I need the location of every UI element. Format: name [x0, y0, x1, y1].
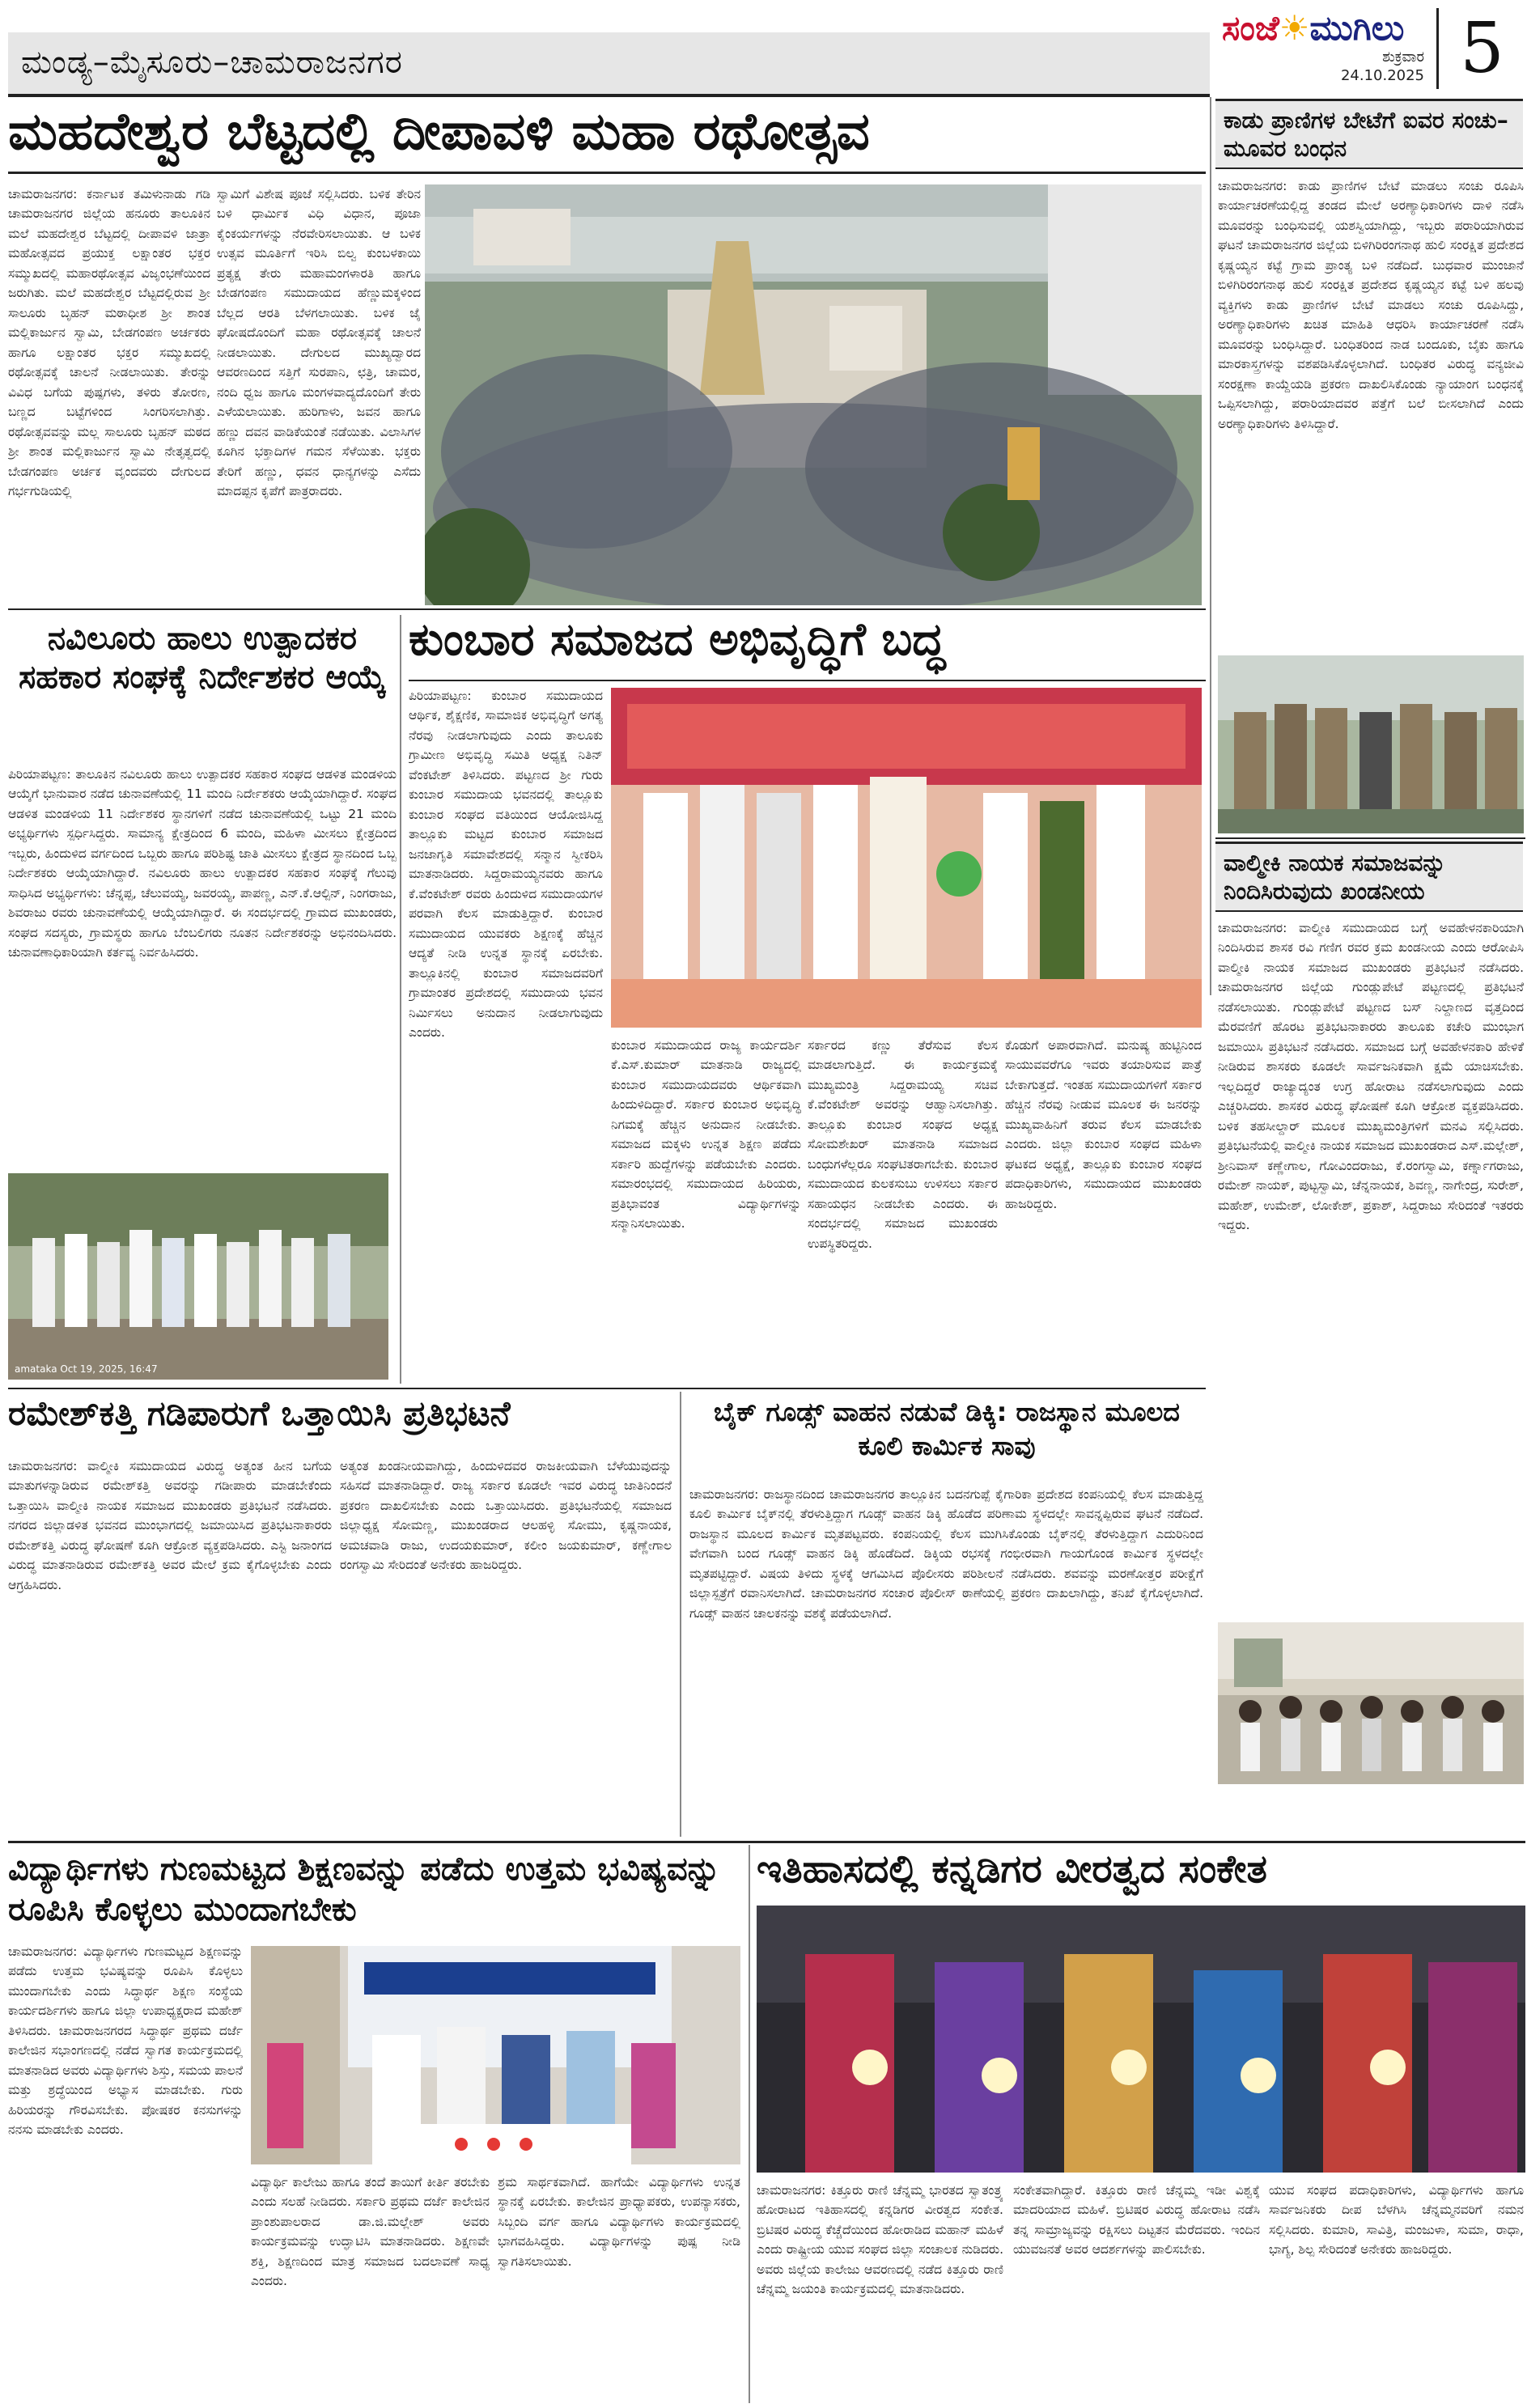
story9-column-1: ಚಾಮರಾಜನಗರ: ಕಿತ್ತೂರು ರಾಣಿ ಚೆನ್ನಮ್ಮ ಭಾರತದ ಸ್ವಾತಂತ್ರ್ಯ ಹೋರಾಟದ ಇತಿಹಾಸದಲ್ಲಿ ಕನ್ನಡಿಗರ ವೀರತ್ವದ ಸಂಕೇತ. ಬ್ರಿಟಿಷರ ವಿರುದ್ಧ ಕೆಚ್ಚೆದೆಯಿಂದ ಹೋರಾಡಿದ ಮಹಾನ್ ಮಹಿಳೆ ಎಂದು ರಾಷ್ಟ್ರೀಯ ಯುವ ಸಂಘದ ಜಿಲ್ಲಾ ಸಂಚಾಲಕ ನುಡಿದರು. ಅವರು ಜಿಲ್ಲೆಯ ಕಾಲೇಜು ಆವರಣದಲ್ಲಿ ನಡೆದ ಕಿತ್ತೂರು ರಾಣಿ ಚೆನ್ನಮ್ಮ ಜಯಂತಿ ಕಾರ್ಯಕ್ರಮದಲ್ಲಿ ಮಾತನಾಡಿದರು.: [757, 2183, 1003, 2297]
logo-right-text: ಮುಗಿಲು: [1309, 8, 1405, 48]
story7-headline: ಬೈಕ್ ಗೂಡ್ಸ್ ವಾಹನ ನಡುವೆ ಡಿಕ್ಕಿ: ರಾಜಸ್ಥಾನ ಮೂಲದ ಕೂಲಿ ಕಾರ್ಮಿಕ ಸಾವು: [714, 1397, 1180, 1461]
story8-headline: ವಿದ್ಯಾರ್ಥಿಗಳು ಗುಣಮಟ್ಟದ ಶಿಕ್ಷಣವನ್ನು ಪಡೆದು ಉತ್ತಮ ಭವಿಷ್ಯವನ್ನು ರೂಪಿಸಿ ಕೊಳ್ಳಲು ಮುಂದಾಗಬೇಕು: [8, 1851, 720, 1928]
sun-logo-icon: ☀: [1279, 8, 1310, 48]
story4-column-1: ಪಿರಿಯಾಪಟ್ಟಣ: ಕುಂಬಾರ ಸಮುದಾಯದ ಆರ್ಥಿಕ, ಶೈಕ್ಷಣಿಕ, ಸಾಮಾಜಿಕ ಅಭಿವೃದ್ಧಿಗೆ ಅಗತ್ಯ ನೆರವು ನೀಡಲಾಗುವುದು ಎಂದು ತಾಲೂಕು ಗ್ರಾಮೀಣ ಅಭಿವೃದ್ಧಿ ಸಮಿತಿ ಅಧ್ಯಕ್ಷ ನಿತಿನ್ ವೆಂಕಟೇಶ್ ತಿಳಿಸಿದರು. ಪಟ್ಟಣದ ಶ್ರೀ ಗುರು ಕುಂಬಾರ ಸಮುದಾಯ ಭವನದಲ್ಲಿ ತಾಲ್ಲೂಕು ಕುಂಬಾರ ಸಂಘದ ವತಿಯಿಂದ ಆಯೋಜಿಸಿದ್ದ ತಾಲ್ಲೂಕು ಮಟ್ಟದ ಕುಂಬಾರ ಸಮಾಜದ ಜನಜಾಗೃತಿ ಸಮಾವೇಶದಲ್ಲಿ ಸನ್ಮಾನ ಸ್ವೀಕರಿಸಿ ಮಾತನಾಡಿದರು. ಸಿದ್ದರಾಮಯ್ಯನವರು ಹಾಗೂ ಕೆ.ವೆಂಕಟೇಶ್ ರವರು ಹಿಂದುಳಿದ ಸಮುದಾಯಗಳ ಪರವಾಗಿ ಕೆಲಸ ಮಾಡುತ್ತಿದ್ದಾರೆ. ಕುಂಬಾರ ಸಮುದಾಯದ ಯುವಕರು ಶಿಕ್ಷಣಕ್ಕೆ ಹೆಚ್ಚಿನ ಆದ್ಯತೆ ನೀಡಿ ಉನ್ನತ ಸ್ಥಾನಕ್ಕೆ ಏರಬೇಕು. ತಾಲ್ಲೂಕಿನಲ್ಲಿ ಕುಂಬಾರ ಸಮಾಜದವರಿಗೆ ಗ್ರಾಮಾಂತರ ಪ್ರದೇಶದಲ್ಲಿ ಸಮುದಾಯ ಭವನ ನಿರ್ಮಿಸಲು ಅನುದಾನ ನೀಡಲಾಗುವುದು ಎಂದರು.: [409, 689, 603, 1041]
page-number: 5: [1436, 8, 1525, 89]
story2-headline-box: [1215, 99, 1523, 169]
story9-column-2: ಸಂಕೇತವಾಗಿದ್ದಾರೆ. ಕಿತ್ತೂರು ರಾಣಿ ಚೆನ್ನಮ್ಮ ಇಡೀ ವಿಶ್ವಕ್ಕೆ ಮಾದರಿಯಾದ ಮಹಿಳೆ. ಬ್ರಿಟಿಷರ ವಿರುದ್ಧ ಹೋರಾಟ ನಡೆಸಿ ತನ್ನ ಸಾಮ್ರಾಜ್ಯವನ್ನು ರಕ್ಷಿಸಲು ದಿಟ್ಟತನ ಮೆರೆದವರು. ಇಂದಿನ ಯುವಜನತೆ ಅವರ ಆದರ್ಶಗಳನ್ನು ಪಾಲಿಸಬೇಕು.: [1013, 2183, 1260, 2258]
college-welcome-event-photo: [251, 1946, 740, 2164]
issue-date: 24.10.2025: [1340, 67, 1424, 84]
story7-body: ಚಾಮರಾಜನಗರ: ರಾಜಸ್ಥಾನದಿಂದ ಚಾಮರಾಜನಗರ ತಾಲ್ಲೂಕಿನ ಬದನಗುಪ್ಪೆ ಕೈಗಾರಿಕಾ ಪ್ರದೇಶದ ಕಂಪನಿಯಲ್ಲಿ ಕೆಲಸ ಮಾಡುತ್ತಿದ್ದ ಕೂಲಿ ಕಾರ್ಮಿಕ ಬೈಕ್‌ನಲ್ಲಿ ತೆರಳುತ್ತಿದ್ದಾಗ ಗೂಡ್ಸ್ ವಾಹನ ಡಿಕ್ಕಿ ಹೊಡೆದ ಪರಿಣಾಮ ಸ್ಥಳದಲ್ಲೇ ಸಾವನ್ನಪ್ಪಿರುವ ಘಟನೆ ನಡೆದಿದೆ. ರಾಜಸ್ಥಾನ ಮೂಲದ ಕಾರ್ಮಿಕ ಮೃತಪಟ್ಟವರು. ಕಂಪನಿಯಲ್ಲಿ ಕೆಲಸ ಮುಗಿಸಿಕೊಂಡು ಬೈಕ್‌ನಲ್ಲಿ ತೆರಳುತ್ತಿದ್ದಾಗ ಎದುರಿನಿಂದ ವೇಗವಾಗಿ ಬಂದ ಗೂಡ್ಸ್ ವಾಹನ ಡಿಕ್ಕಿ ಹೊಡೆದಿದೆ. ಡಿಕ್ಕಿಯ ರಭಸಕ್ಕೆ ಗಂಭೀರವಾಗಿ ಗಾಯಗೊಂಡ ಕಾರ್ಮಿಕ ಸ್ಥಳದಲ್ಲೇ ಮೃತಪಟ್ಟಿದ್ದಾರೆ. ವಿಷಯ ತಿಳಿದು ಸ್ಥಳಕ್ಕೆ ಆಗಮಿಸಿದ ಪೊಲೀಸರು ಪರಿಶೀಲನೆ ನಡೆಸಿದರು. ಶವವನ್ನು ಮರಣೋತ್ತರ ಪರೀಕ್ಷೆಗೆ ಜಿಲ್ಲಾಸ್ಪತ್ರೆಗೆ ರವಾನಿಸಲಾಗಿದೆ. ಚಾಮರಾಜನಗರ ಸಂಚಾರ ಪೊಲೀಸ್ ಠಾಣೆಯಲ್ಲಿ ಪ್ರಕರಣ ದಾಖಲಾಗಿದ್ದು, ತನಿಖೆ ಕೈಗೊಳ್ಳಲಾಗಿದೆ. ಗೂಡ್ಸ್ ವಾಹನ ಚಾಲಕನನ್ನು ವಶಕ್ಕೆ ಪಡೆಯಲಾಗಿದೆ.: [689, 1487, 1203, 1621]
temple-chariot-festival-photo: [425, 184, 1202, 605]
masthead: [1222, 8, 1424, 89]
milk-society-directors-group-photo: [8, 1173, 388, 1380]
story9-headline: ಇತಿಹಾಸದಲ್ಲಿ ಕನ್ನಡಿಗರ ವೀರತ್ವದ ಸಂಕೇತ: [757, 1846, 1267, 1892]
story1-column-2: ಸ್ವಾಮಿಗೆ ವಿಶೇಷ ಪೂಜೆ ಸಲ್ಲಿಸಿದರು. ಬಳಿಕ ತೇರಿನ ಬಳಿ ಧಾರ್ಮಿಕ ವಿಧಿ ವಿಧಾನ, ಪೂಜಾ ಕೈಂಕರ್ಯಗಳನ್ನು ನೆರವೇರಿಸಲಾಯಿತು. ಆ ಬಳಿಕ ಉತ್ಸವ ಮೂರ್ತಿಗೆ ಇರಿಸಿ ಬಿಲ್ವ ಕುಂಬಳಕಾಯಿ ಪ್ರತ್ಯಕ್ಷ ತೇರು ಮಹಾಮಂಗಳಾರತಿ ಹಾಗೂ ಬೇಡಗಂಪಣ ಸಮುದಾಯದ ಹೆಣ್ಣುಮಕ್ಕಳಿಂದ ಬೆಲ್ಲದ ಆರತಿ ಬೆಳಗಲಾಯಿತು. ಬಳಿಕ ಜೈ ಘೋಷದೊಂದಿಗೆ ಮಹಾ ರಥೋತ್ಸವಕ್ಕೆ ಚಾಲನೆ ನೀಡಲಾಯಿತು. ದೇಗುಲದ ಮುಖ್ಯದ್ವಾರದ ಆವರಣದಿಂದ ಸತ್ತಿಗೆ ಸುರಪಾನಿ, ಛತ್ರಿ, ಚಾಮರ, ನಂದಿ ಧ್ವಜ ಹಾಗೂ ಮಂಗಳವಾದ್ಯದೊಂದಿಗೆ ತೇರು ಎಳೆಯಲಾಯಿತು. ಹುರಿಗಾಳು, ಜವನ ಹಾಗೂ ಹಣ್ಣು ದವನ ವಾಡಿಕೆಯಂತೆ ನಡೆಯಿತು. ವಿಲಾಸಿಗಳ ಕೂಗಿನ ಭಕ್ತಾದಿಗಳ ಗಮನ ಸೆಳೆಯಿತು. ಭಕ್ತರು ತೇರಿಗೆ ಹಣ್ಣು, ಧವನ ಧಾನ್ಯಗಳನ್ನು ಎಸೆದು ಮಾದಪ್ಪನ ಕೃಪೆಗೆ ಪಾತ್ರರಾದರು.: [217, 187, 421, 499]
story6-headline: ರಮೇಶ್‌ಕತ್ತಿ ಗಡಿಪಾರುಗೆ ಒತ್ತಾಯಿಸಿ ಪ್ರತಿಭಟನೆ: [8, 1393, 511, 1433]
protest-gathering-photo: [1218, 1622, 1524, 1784]
story8-column-3: ಶ್ರಮ ಸಾರ್ಥಕವಾಗಿದೆ. ಹಾಗೆಯೇ ವಿದ್ಯಾರ್ಥಿಗಳು ಉನ್ನತ ಸ್ಥಾನಕ್ಕೆ ಏರಬೇಕು. ಕಾಲೇಜಿನ ಪ್ರಾಧ್ಯಾಪಕರು, ಉಪನ್ಯಾಸಕರು, ಸಿಬ್ಬಂದಿ ವರ್ಗ ಹಾಗೂ ವಿದ್ಯಾರ್ಥಿಗಳು ಕಾರ್ಯಕ್ರಮದಲ್ಲಿ ಭಾಗವಹಿಸಿದ್ದರು. ವಿದ್ಯಾರ್ಥಿಗಳನ್ನು ಪುಷ್ಪ ನೀಡಿ ಸ್ವಾಗತಿಸಲಾಯಿತು.: [498, 2175, 740, 2269]
story4-headline: ಕುಂಬಾರ ಸಮಾಜದ ಅಭಿವೃದ್ಧಿಗೆ ಬದ್ಧ: [409, 613, 946, 666]
story5-body: ಚಾಮರಾಜನಗರ: ವಾಲ್ಮೀಕಿ ಸಮುದಾಯದ ಬಗ್ಗೆ ಅವಹೇಳನಕಾರಿಯಾಗಿ ನಿಂದಿಸಿರುವ ಶಾಸಕ ರವಿ ಗಣಿಗ ರವರ ಕ್ರಮ ಖಂಡನೀಯ ಎಂದು ಆರೋಪಿಸಿ ವಾಲ್ಮೀಕಿ ನಾಯಕ ಸಮಾಜದ ಮುಖಂಡರು ಪ್ರತಿಭಟನೆ ನಡೆಸಿದರು. ಚಾಮರಾಜನಗರ ಜಿಲ್ಲೆಯ ಗುಂಡ್ಲುಪೇಟೆ ಪಟ್ಟಣದಲ್ಲಿ ಪ್ರತಿಭಟನೆ ನಡೆಸಲಾಯಿತು. ಗುಂಡ್ಲುಪೇಟೆ ಪಟ್ಟಣದ ಬಸ್ ನಿಲ್ದಾಣದ ವೃತ್ತದಿಂದ ಮೆರವಣಿಗೆ ಹೊರಟ ಪ್ರತಿಭಟನಾಕಾರರು ತಾಲೂಕು ಕಚೇರಿ ಮುಂಭಾಗ ಜಮಾಯಿಸಿ ಪ್ರತಿಭಟನೆ ನಡೆಸಿದರು. ಸಮಾಜದ ಬಗ್ಗೆ ಅವಹೇಳನಕಾರಿ ಹೇಳಿಕೆ ನೀಡಿರುವ ಶಾಸಕರು ಕೂಡಲೇ ಸಾರ್ವಜನಿಕವಾಗಿ ಕ್ಷಮೆ ಯಾಚಿಸಬೇಕು. ಇಲ್ಲದಿದ್ದರೆ ರಾಜ್ಯಾದ್ಯಂತ ಉಗ್ರ ಹೋರಾಟ ನಡೆಸಲಾಗುವುದು ಎಂದು ಎಚ್ಚರಿಸಿದರು. ಶಾಸಕರ ವಿರುದ್ಧ ಘೋಷಣೆ ಕೂಗಿ ಆಕ್ರೋಶ ವ್ಯಕ್ತಪಡಿಸಿದರು. ಬಳಿಕ ತಹಸೀಲ್ದಾರ್ ಮೂಲಕ ಮುಖ್ಯಮಂತ್ರಿಗಳಿಗೆ ಮನವಿ ಸಲ್ಲಿಸಿದರು. ಪ್ರತಿಭಟನೆಯಲ್ಲಿ ವಾಲ್ಮೀಕಿ ನಾಯಕ ಸಮಾಜದ ಮುಖಂಡರಾದ ಎಸ್.ಮಲ್ಲೇಶ್, ಶ್ರೀನಿವಾಸ್ ಕಣ್ಣೇಗಾಲ, ಗೋವಿಂದರಾಜು, ಕೆ.ರಂಗಸ್ವಾಮಿ, ಕರ್ಣ್ನಾಗರಾಜು, ರಮೇಶ್ ನಾಯಕ್, ಪುಟ್ಟಸ್ವಾಮಿ, ಚೆನ್ನನಾಯಕ, ಶಿವಣ್ಣ, ನಾಗೇಂದ್ರ, ಸುರೇಶ್, ಮಹೇಶ್, ಉಮೇಶ್, ಲೋಕೇಶ್, ಪ್ರಕಾಶ್, ಸಿದ್ದರಾಜು ಸೇರಿದಂತೆ ಇತರರು ಇದ್ದರು.: [1218, 921, 1524, 1233]
section-strip: [8, 32, 1210, 97]
story2-headline: ಕಾಡು ಪ್ರಾಣಿಗಳ ಬೇಟೆಗೆ ಐವರ ಸಂಚು–ಮೂವರ ಬಂಧನ: [1224, 107, 1508, 162]
story2-body: ಚಾಮರಾಜನಗರ: ಕಾಡು ಪ್ರಾಣಿಗಳ ಬೇಟೆ ಮಾಡಲು ಸಂಚು ರೂಪಿಸಿ ಕಾರ್ಯಾಚರಣೆಯಲ್ಲಿದ್ದ ತಂಡದ ಮೇಲೆ ಅರಣ್ಯಾಧಿಕಾರಿಗಳು ದಾಳಿ ನಡೆಸಿ ಮೂವರನ್ನು ಬಂಧಿಸುವಲ್ಲಿ ಯಶಸ್ವಿಯಾಗಿದ್ದು, ಇಬ್ಬರು ಪರಾರಿಯಾಗಿರುವ ಘಟನೆ ಚಾಮರಾಜನಗರ ಜಿಲ್ಲೆಯ ಬಿಳಿಗಿರಿರಂಗನಾಥ ಹುಲಿ ಸಂರಕ್ಷಿತ ಪ್ರದೇಶದ ಕೃಷ್ಣಯ್ಯನ ಕಟ್ಟೆ ಗ್ರಾಮ ಪ್ರಾಂತ್ಯ ಬಳಿ ನಡೆದಿದೆ. ಬುಧವಾರ ಮುಂಜಾನೆ ಬಿಳಿಗಿರಿರಂಗನಾಥ ಹುಲಿ ಸಂರಕ್ಷಿತ ಪ್ರದೇಶದ ಕೃಷ್ಣಯ್ಯನ ಕಟ್ಟೆ ಬಳಿ ಹಲವು ವ್ಯಕ್ತಿಗಳು ಕಾಡು ಪ್ರಾಣಿಗಳ ಬೇಟೆ ಮಾಡಲು ಸಂಚು ರೂಪಿಸಿದ್ದು, ಅರಣ್ಯಾಧಿಕಾರಿಗಳು ಖಚಿತ ಮಾಹಿತಿ ಆಧರಿಸಿ ಕಾರ್ಯಾಚರಣೆ ನಡೆಸಿ ಮೂವರನ್ನು ಬಂಧಿಸಿದ್ದಾರೆ. ಬಂಧಿತರಿಂದ ನಾಡ ಬಂದೂಕು, ಬೈಕು ಹಾಗೂ ಮಾರಕಾಸ್ತ್ರಗಳನ್ನು ವಶಪಡಿಸಿಕೊಳ್ಳಲಾಗಿದೆ. ಬಂಧಿತರ ವಿರುದ್ಧ ವನ್ಯಜೀವಿ ಸಂರಕ್ಷಣಾ ಕಾಯ್ದೆಯಡಿ ಪ್ರಕರಣ ದಾಖಲಿಸಿಕೊಂಡು ನ್ಯಾಯಾಂಗ ಬಂಧನಕ್ಕೆ ಒಪ್ಪಿಸಲಾಗಿದ್ದು, ಪರಾರಿಯಾದವರ ಪತ್ತೆಗೆ ಬಲೆ ಬೀಸಲಾಗಿದೆ ಎಂದು ಅರಣ್ಯಾಧಿಕಾರಿಗಳು ತಿಳಿಸಿದ್ದಾರೆ.: [1218, 179, 1524, 431]
story8-column-2: ವಿದ್ಯಾರ್ಥಿ ಕಾಲೇಜು ಹಾಗೂ ತಂದೆ ತಾಯಿಗೆ ಕೀರ್ತಿ ತರಬೇಕು ಎಂದು ಸಲಹೆ ನೀಡಿದರು. ಸರ್ಕಾರಿ ಪ್ರಥಮ ದರ್ಜೆ ಕಾಲೇಜಿನ ಪ್ರಾಂಶುಪಾಲರಾದ ಡಾ.ಜಿ.ಮಲ್ಲೇಶ್ ಅವರು ಕಾರ್ಯಕ್ರಮವನ್ನು ಉದ್ಘಾಟಿಸಿ ಮಾತನಾಡಿದರು. ಶಿಕ್ಷಣವೇ ಶಕ್ತಿ, ಶಿಕ್ಷಣದಿಂದ ಮಾತ್ರ ಸಮಾಜದ ಬದಲಾವಣೆ ಸಾಧ್ಯ ಎಂದರು.: [251, 2175, 490, 2289]
story4-column-4: ಕೊಡುಗೆ ಅಪಾರವಾಗಿದೆ. ಮನುಷ್ಯ ಹುಟ್ಟಿನಿಂದ ಸಾಯುವವರೆಗೂ ಇವರು ತಯಾರಿಸುವ ಪಾತ್ರೆ ಬೇಕಾಗುತ್ತದೆ. ಇಂತಹ ಸಮುದಾಯಗಳಿಗೆ ಸರ್ಕಾರ ಹೆಚ್ಚಿನ ನೆರವು ನೀಡುವ ಮೂಲಕ ಈ ಜನರನ್ನು ಮುಖ್ಯವಾಹಿನಿಗೆ ತರುವ ಕೆಲಸ ಮಾಡಬೇಕು ಎಂದರು. ಜಿಲ್ಲಾ ಕುಂಬಾರ ಸಂಘದ ಮಹಿಳಾ ಘಟಕದ ಅಧ್ಯಕ್ಷೆ, ತಾಲ್ಲೂಕು ಕುಂಬಾರ ಸಂಘದ ಪದಾಧಿಕಾರಿಗಳು, ಸಮುದಾಯದ ಮುಖಂಡರು ಹಾಜರಿದ್ದರು.: [1005, 1038, 1202, 1211]
logo-left-text: ಸಂಜೆ: [1222, 8, 1279, 48]
story3-body: ಪಿರಿಯಾಪಟ್ಟಣ: ತಾಲೂಕಿನ ನವಿಲೂರು ಹಾಲು ಉತ್ಪಾದಕರ ಸಹಕಾರ ಸಂಘದ ಆಡಳಿತ ಮಂಡಳಿಯ ಆಯ್ಕೆಗೆ ಭಾನುವಾರ ನಡೆದ ಚುನಾವಣೆಯಲ್ಲಿ 11 ಮಂದಿ ನಿರ್ದೇಶಕರು ಆಯ್ಕೆಯಾಗಿದ್ದಾರೆ. ಸಂಘದ ಆಡಳಿತ ಮಂಡಳಿಯ 11 ನಿರ್ದೇಶಕರ ಸ್ಥಾನಗಳಿಗೆ ನಡೆದ ಚುನಾವಣೆಯಲ್ಲಿ ಒಟ್ಟು 21 ಮಂದಿ ಅಭ್ಯರ್ಥಿಗಳು ಸ್ಪರ್ಧಿಸಿದ್ದರು. ಸಾಮಾನ್ಯ ಕ್ಷೇತ್ರದಿಂದ 6 ಮಂದಿ, ಮಹಿಳಾ ಮೀಸಲು ಕ್ಷೇತ್ರದಿಂದ ಇಬ್ಬರು, ಹಿಂದುಳಿದ ವರ್ಗದಿಂದ ಒಬ್ಬರು ಹಾಗೂ ಪರಿಶಿಷ್ಟ ಜಾತಿ ಮೀಸಲು ಕ್ಷೇತ್ರದ ಸ್ಥಾನದಿಂದ ಒಬ್ಬ ನಿರ್ದೇಶಕರು ಆಯ್ಕೆಯಾಗಿದ್ದಾರೆ. ನವಿಲೂರು ಹಾಲು ಉತ್ಪಾದಕರ ಸಹಕಾರ ಸಂಘಕ್ಕೆ ಗೆಲುವು ಸಾಧಿಸಿದ ಅಭ್ಯರ್ಥಿಗಳು: ಚೆನ್ನಪ್ಪ, ಚೆಲುವಯ್ಯ, ಜವರಯ್ಯ, ಪಾಪಣ್ಣ, ಎನ್.ಕೆ.ಆಲ್ಪಿನ್, ನಿಂಗರಾಜು, ಶಿವರಾಜು ರವರು ಚುನಾವಣೆಯಲ್ಲಿ ಆಯ್ಕೆಯಾಗಿದ್ದಾರೆ. ಈ ಸಂದರ್ಭದಲ್ಲಿ ಗ್ರಾಮದ ಮುಖಂಡರು, ಸಂಘದ ಸದಸ್ಯರು, ಗ್ರಾಮಸ್ಥರು ಹಾಗೂ ಬೆಂಬಲಿಗರು ನೂತನ ನಿರ್ದೇಶಕರನ್ನು ಅಭಿನಂದಿಸಿದರು. ಚುನಾವಣಾಧಿಕಾರಿಯಾಗಿ ಕರ್ತವ್ಯ ನಿರ್ವಹಿಸಿದರು.: [8, 767, 397, 960]
story4-column-2: ಕುಂಬಾರ ಸಮುದಾಯದ ರಾಜ್ಯ ಕಾರ್ಯದರ್ಶಿ ಕೆ.ಎಸ್.ಕುಮಾರ್ ಮಾತನಾಡಿ ರಾಜ್ಯದಲ್ಲಿ ಕುಂಬಾರ ಸಮುದಾಯದವರು ಆರ್ಥಿಕವಾಗಿ ಹಿಂದುಳಿದಿದ್ದಾರೆ. ಸರ್ಕಾರ ಕುಂಬಾರ ಅಭಿವೃದ್ಧಿ ನಿಗಮಕ್ಕೆ ಹೆಚ್ಚಿನ ಅನುದಾನ ನೀಡಬೇಕು. ಸಮಾಜದ ಮಕ್ಕಳು ಉನ್ನತ ಶಿಕ್ಷಣ ಪಡೆದು ಸರ್ಕಾರಿ ಹುದ್ದೆಗಳನ್ನು ಪಡೆಯಬೇಕು ಎಂದರು. ಸಮಾರಂಭದಲ್ಲಿ ಸಮುದಾಯದ ಹಿರಿಯರು, ಪ್ರತಿಭಾವಂತ ವಿದ್ಯಾರ್ಥಿಗಳನ್ನು ಸನ್ಮಾನಿಸಲಾಯಿತು.: [611, 1038, 801, 1232]
story6-column-1: ಚಾಮರಾಜನಗರ: ವಾಲ್ಮೀಕಿ ಸಮುದಾಯದ ವಿರುದ್ಧ ಅತ್ಯಂತ ಹೀನ ಬಗೆಯ ಮಾತುಗಳನ್ನಾಡಿರುವ ರಮೇಶ್‌ಕತ್ತಿ ಅವರನ್ನು ಗಡೀಪಾರು ಮಾಡಬೇಕೆಂದು ಒತ್ತಾಯಿಸಿ ವಾಲ್ಮೀಕಿ ನಾಯಕ ಸಮಾಜದ ಮುಖಂಡರು ಪ್ರತಿಭಟನೆ ನಡೆಸಿದರು. ನಗರದ ಜಿಲ್ಲಾಡಳಿತ ಭವನದ ಮುಂಭಾಗದಲ್ಲಿ ಜಮಾಯಿಸಿದ ಪ್ರತಿಭಟನಾಕಾರರು ರಮೇಶ್‌ಕತ್ತಿ ವಿರುದ್ಧ ಘೋಷಣೆ ಕೂಗಿ ಆಕ್ರೋಶ ವ್ಯಕ್ತಪಡಿಸಿದರು. ಎಸ್ಟಿ ಜನಾಂಗದ ವಿರುದ್ಧ ಮಾತನಾಡಿರುವ ರಮೇಶ್‌ಕತ್ತಿ ಅವರ ಮೇಲೆ ಕ್ರಮ ಕೈಗೊಳ್ಳಬೇಕು ಎಂದು ಆಗ್ರಹಿಸಿದರು.: [8, 1459, 332, 1592]
story6-column-2: ಅತ್ಯಂತ ಖಂಡನೀಯವಾಗಿದ್ದು, ಹಿಂದುಳಿದವರ ರಾಜಕೀಯವಾಗಿ ಬೆಳೆಯುವುದನ್ನು ಸಹಿಸದೆ ಮಾತನಾಡಿದ್ದಾರೆ. ರಾಜ್ಯ ಸರ್ಕಾರ ಕೂಡಲೇ ಇವರ ವಿರುದ್ಧ ಜಾತಿನಿಂದನೆ ಪ್ರಕರಣ ದಾಖಲಿಸಬೇಕು ಎಂದು ಒತ್ತಾಯಿಸಿದರು. ಪ್ರತಿಭಟನೆಯಲ್ಲಿ ಸಮಾಜದ ಜಿಲ್ಲಾಧ್ಯಕ್ಷ ಸೋಮಣ್ಣ, ಮುಖಂಡರಾದ ಆಲಹಳ್ಳಿ ಸೋಮು, ಕೃಷ್ಣನಾಯಕ, ಅಮಚವಾಡಿ ರಾಜು, ಉದಯಕುಮಾರ್, ಕಲೀಂ ಜಯಕುಮಾರ್, ಕಣ್ಣೇಗಾಲ ರಂಗಸ್ವಾಮಿ ಸೇರಿದಂತೆ ಅನೇಕರು ಹಾಜರಿದ್ದರು.: [340, 1459, 672, 1573]
story5-headline-box: [1215, 842, 1523, 912]
forest-officials-arrest-photo: [1218, 655, 1524, 833]
kittur-chennamma-lamp-lighting-photo: [757, 1906, 1525, 2173]
newspaper-logo: [1222, 8, 1424, 49]
story5-headline: ವಾಲ್ಮೀಕಿ ನಾಯಕ ಸಮಾಜವನ್ನು ನಿಂದಿಸಿರುವುದು ಖಂಡನೀಯ: [1224, 850, 1446, 905]
story3-headline: ನವಿಲೂರು ಹಾಲು ಉತ್ಪಾದಕರ ಸಹಕಾರ ಸಂಘಕ್ಕೆ ನಿರ್ದೇಶಕರ ಆಯ್ಕೆ: [18, 620, 387, 696]
story1-headline: ಮಹದೇಶ್ವರ ಬೆಟ್ಟದಲ್ಲಿ ದೀಪಾವಳಿ ಮಹಾ ರಥೋತ್ಸವ: [8, 102, 870, 162]
photo-timestamp: amataka Oct 19, 2025, 16:47: [15, 1363, 158, 1375]
story4-column-3: ಸರ್ಕಾರದ ಕಣ್ಣು ತೆರೆಸುವ ಕೆಲಸ ಮಾಡಲಾಗುತ್ತಿದೆ. ಈ ಕಾರ್ಯಕ್ರಮಕ್ಕೆ ಮುಖ್ಯಮಂತ್ರಿ ಸಿದ್ದರಾಮಯ್ಯ ಸಚಿವ ಕೆ.ವೆಂಕಟೇಶ್ ಅವರನ್ನು ಆಹ್ವಾನಿಸಲಾಗಿತ್ತು. ತಾಲ್ಲೂಕು ಕುಂಬಾರ ಸಂಘದ ಅಧ್ಯಕ್ಷ ಸೋಮಶೇಖರ್ ಮಾತನಾಡಿ ಸಮಾಜದ ಬಂಧುಗಳೆಲ್ಲರೂ ಸಂಘಟಿತರಾಗಬೇಕು. ಕುಂಬಾರ ಸಮುದಾಯದ ಕುಲಕಸುಬು ಉಳಿಸಲು ಸರ್ಕಾರ ಸಹಾಯಧನ ನೀಡಬೇಕು ಎಂದರು. ಈ ಸಂದರ್ಭದಲ್ಲಿ ಸಮಾಜದ ಮುಖಂಡರು ಉಪಸ್ಥಿತರಿದ್ದರು.: [808, 1038, 998, 1251]
story8-column-1: ಚಾಮರಾಜನಗರ: ವಿದ್ಯಾರ್ಥಿಗಳು ಗುಣಮಟ್ಟದ ಶಿಕ್ಷಣವನ್ನು ಪಡೆದು ಉತ್ತಮ ಭವಿಷ್ಯವನ್ನು ರೂಪಿಸಿ ಕೊಳ್ಳಲು ಮುಂದಾಗಬೇಕು ಎಂದು ಸಿದ್ಧಾರ್ಥ ಶಿಕ್ಷಣ ಸಂಸ್ಥೆಯ ಕಾರ್ಯದರ್ಶಿಗಳು ಹಾಗೂ ಜಿಲ್ಲಾ ಉಪಾಧ್ಯಕ್ಷರಾದ ಮಹೇಶ್ ತಿಳಿಸಿದರು. ಚಾಮರಾಜನಗರದ ಸಿದ್ಧಾರ್ಥ ಪ್ರಥಮ ದರ್ಜೆ ಕಾಲೇಜಿನ ಸಭಾಂಗಣದಲ್ಲಿ ನಡೆದ ಸ್ವಾಗತ ಕಾರ್ಯಕ್ರಮದಲ್ಲಿ ಮಾತನಾಡಿದ ಅವರು ವಿದ್ಯಾರ್ಥಿಗಳು ಶಿಸ್ತು, ಸಮಯ ಪಾಲನೆ ಮತ್ತು ಶ್ರದ್ಧೆಯಿಂದ ಅಭ್ಯಾಸ ಮಾಡಬೇಕು. ಗುರು ಹಿರಿಯರನ್ನು ಗೌರವಿಸಬೇಕು. ಪೋಷಕರ ಕನಸುಗಳನ್ನು ನನಸು ಮಾಡಬೇಕು ಎಂದರು.: [8, 1944, 243, 2138]
story1-column-1: ಚಾಮರಾಜನಗರ: ಕರ್ನಾಟಕ ತಮಿಳುನಾಡು ಗಡಿ ಚಾಮರಾಜನಗರ ಜಿಲ್ಲೆಯ ಹನೂರು ತಾಲೂಕಿನ ಮಲೆ ಮಹದೇಶ್ವರ ಬೆಟ್ಟದಲ್ಲಿ ದೀಪಾವಳಿ ಜಾತ್ರಾ ಮಹೋತ್ಸವದ ಪ್ರಯುಕ್ತ ಲಕ್ಷಾಂತರ ಭಕ್ತರ ಸಮ್ಮುಖದಲ್ಲಿ ಮಹಾರಥೋತ್ಸವ ವಿಜೃಂಭಣೆಯಿಂದ ಜರುಗಿತು. ಮಲೆ ಮಹದೇಶ್ವರ ಬೆಟ್ಟದಲ್ಲಿರುವ ಶ್ರೀ ಸಾಲೂರು ಬೃಹನ್ ಮಠಾಧೀಶ ಶ್ರೀ ಶಾಂತ ಮಲ್ಲಿಕಾರ್ಜುನ ಸ್ವಾಮಿ, ಬೇಡಗಂಪಣ ಅರ್ಚಕರು ಹಾಗೂ ಲಕ್ಷಾಂತರ ಭಕ್ತರ ಸಮ್ಮುಖದಲ್ಲಿ ರಥೋತ್ಸವಕ್ಕೆ ಚಾಲನೆ ನೀಡಲಾಯಿತು. ತೇರನ್ನು ವಿವಿಧ ಬಗೆಯ ಪುಷ್ಪಗಳು, ತಳಿರು ತೋರಣ, ಬಣ್ಣದ ಬಟ್ಟೆಗಳಿಂದ ಸಿಂಗರಿಸಲಾಗಿತ್ತು. ರಥೋತ್ಸವವನ್ನು ಮಲ್ಲ ಸಾಲೂರು ಬೃಹನ್ ಮಠದ ಶ್ರೀ ಶಾಂತ ಮಲ್ಲಿಕಾರ್ಜುನ ಸ್ವಾಮಿ ನೇತೃತ್ವದಲ್ಲಿ ಬೇಡಗಂಪಣ ಅರ್ಚಕ ವೃಂದವರು ದೇಗುಲದ ಗರ್ಭಗುಡಿಯಲ್ಲಿ: [8, 187, 210, 499]
section-strip-title: ಮಂಡ್ಯ–ಮೈಸೂರು–ಚಾಮರಾಜನಗರ: [21, 44, 403, 81]
kumbara-samaja-felicitation-photo: [611, 688, 1202, 1028]
story9-column-3: ಯುವ ಸಂಘದ ಪದಾಧಿಕಾರಿಗಳು, ವಿದ್ಯಾರ್ಥಿಗಳು ಹಾಗೂ ಸಾರ್ವಜನಿಕರು ದೀಪ ಬೆಳಗಿಸಿ ಚೆನ್ನಮ್ಮನವರಿಗೆ ನಮನ ಸಲ್ಲಿಸಿದರು. ಕುಮಾರಿ, ಸಾವಿತ್ರಿ, ಮಂಜುಳಾ, ಸುಮಾ, ರಾಧಾ, ಭಾಗ್ಯ, ಶಿಲ್ಪ ಸೇರಿದಂತೆ ಅನೇಕರು ಹಾಜರಿದ್ದರು.: [1269, 2183, 1524, 2258]
issue-day: ಶುಕ್ರವಾರ: [1382, 49, 1424, 66]
